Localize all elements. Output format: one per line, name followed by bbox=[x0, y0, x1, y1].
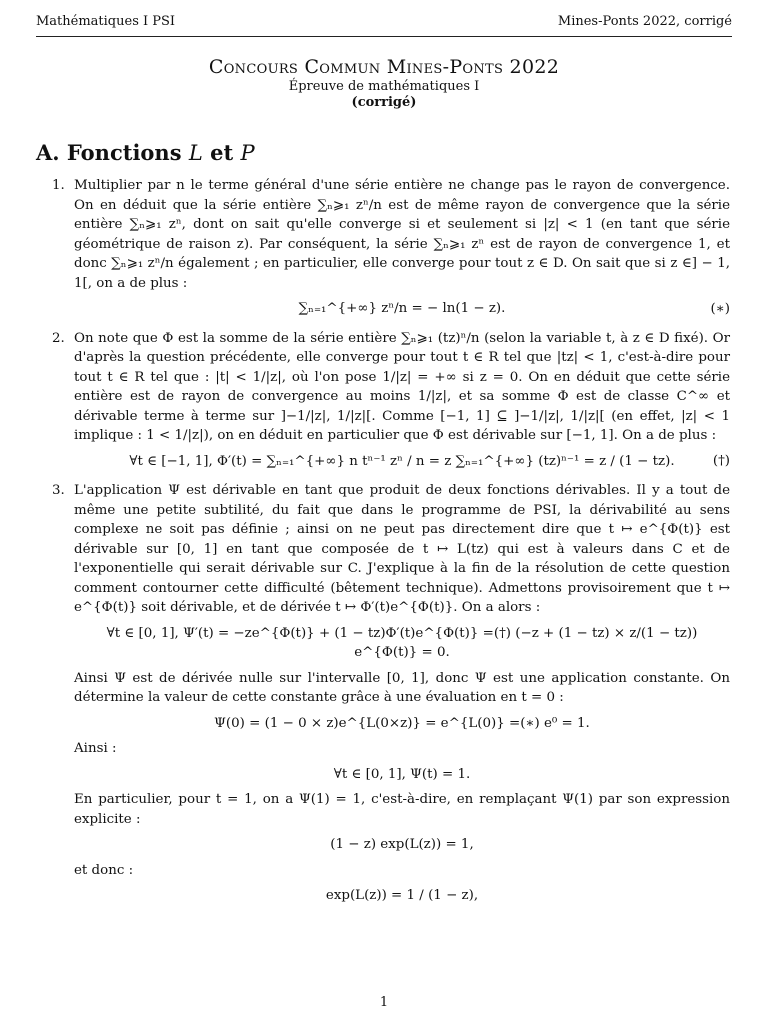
question-number: 3. bbox=[52, 483, 65, 498]
document-subtitle: Épreuve de mathématiques I bbox=[288, 79, 480, 94]
display-equation: ∀t ∈ [0, 1], Ψ(t) = 1. bbox=[333, 766, 471, 782]
question-text: En particulier, pour t = 1, on a Ψ(1) = 1, c'est-à-dire, en remplaçant Ψ(1) par son expression explicite : bbox=[74, 792, 730, 827]
header-rule bbox=[36, 36, 732, 37]
question-text: et donc : bbox=[74, 862, 134, 878]
question-2 bbox=[36, 329, 730, 472]
document-title: Concours Commun Mines-Ponts 2022 bbox=[208, 56, 560, 78]
display-equation: (1 − z) exp(L(z)) = 1, bbox=[330, 837, 474, 852]
equation-tag: (†) bbox=[712, 453, 730, 469]
equation-tag: (∗) bbox=[710, 301, 730, 316]
section-heading: A. Fonctions L et P bbox=[36, 140, 255, 165]
question-1 bbox=[36, 176, 730, 319]
display-equation: ∀t ∈ [−1, 1], Φ′(t) = ∑ₙ₌₁^{+∞} n tⁿ⁻¹ zⁿ / n = z ∑ₙ₌₁^{+∞} (tz)ⁿ⁻¹ = z / (1 − tz). (†) bbox=[74, 452, 730, 472]
display-equation: ∑ₙ₌₁^{+∞} zⁿ/n = − ln(1 − z). (∗) bbox=[74, 299, 730, 319]
header-left: Mathématiques I PSI bbox=[36, 14, 176, 29]
question-text: Multiplier par n le terme général d'une série entière ne change pas le rayon de convergence. On en déduit que la série entière ∑ₙ⩾₁ zⁿ/n est de même rayon de convergence que la série entière ∑ₙ⩾₁ zⁿ, dont on sait qu'elle converge si et seulement si |z| < 1 (en tant que série géométrique de raison z). Par conséquent, la série ∑ₙ⩾₁ zⁿ est de rayon de convergence 1, et donc ∑ₙ⩾₁ zⁿ/n également ; en particulier, elle converge pour tout z ∈ D. On sait que si z ∈] − 1, 1[, on a de plus : bbox=[74, 178, 730, 291]
question-number: 1. bbox=[52, 178, 65, 193]
main-content bbox=[36, 176, 730, 912]
question-3 bbox=[36, 481, 730, 906]
question-text: On note que Φ est la somme de la série entière ∑ₙ⩾₁ (tz)ⁿ/n (selon la variable t, à z ∈ D fixé). Or d'après la question précédente, elle converge pour tout t ∈ R tel que |tz| < 1, c'est-à-dire pour tout t ∈ R tel que : |t| < 1/|z|, où l'on pose 1/|z| = +∞ si z = 0. On en déduit que cette série entière est de rayon de convergence au moins 1/|z|, et sa somme Φ est de classe C^∞ et dérivable terme à terme sur ]−1/|z|, 1/|z|[. Comme [−1, 1] ⊆ ]−1/|z|, 1/|z|[ (en effet, |z| < 1 implique : 1 < 1/|z|), on en déduit en particulier que Φ est dérivable sur [−1, 1]. On a de plus : bbox=[74, 330, 730, 443]
display-equation: exp(L(z)) = 1 / (1 − z), bbox=[325, 888, 479, 903]
question-text: Ainsi : bbox=[74, 741, 117, 756]
display-equation: Ψ(0) = (1 − 0 × z)e^{L(0×z)} = e^{L(0)} =(∗) e⁰ = 1. bbox=[214, 715, 590, 731]
question-number: 2. bbox=[52, 330, 65, 346]
title-block bbox=[0, 56, 768, 110]
page-number: 1 bbox=[379, 995, 389, 1010]
document-note: (corrigé) bbox=[351, 95, 417, 110]
display-equation: ∀t ∈ [0, 1], Ψ′(t) = −ze^{Φ(t)} + (1 − tz)Φ′(t)e^{Φ(t)} =(†) (−z + (1 − tz) × z/(1 − tz)) e^{Φ(t)} = 0. bbox=[106, 625, 698, 660]
question-text: L'application Ψ est dérivable en tant que produit de deux fonctions dérivables. Il y a tout de même une petite subtilité, du fait que dans le programme de PSI, la dérivabilité au sens complexe ne soit pas définie ; ainsi on ne peut pas directement dire que t ↦ e^{Φ(t)} est dérivable sur [0, 1] en tant que composée de t ↦ L(tz) qui est à valeurs dans C et de l'exponentielle qui serait dérivable sur C. J'explique à la fin de la résolution de cette question comment contourner cette difficulté (bêtement technique). Admettons provisoirement que t ↦ e^{Φ(t)} soit dérivable, et de dérivée t ↦ Φ′(t)e^{Φ(t)}. On a alors : bbox=[74, 483, 730, 615]
header-right: Mines-Ponts 2022, corrigé bbox=[557, 14, 732, 29]
question-text: Ainsi Ψ est de dérivée nulle sur l'intervalle [0, 1], donc Ψ est une application constante. On détermine la valeur de cette constante grâce à une évaluation en t = 0 : bbox=[74, 670, 730, 705]
running-header bbox=[36, 14, 732, 29]
